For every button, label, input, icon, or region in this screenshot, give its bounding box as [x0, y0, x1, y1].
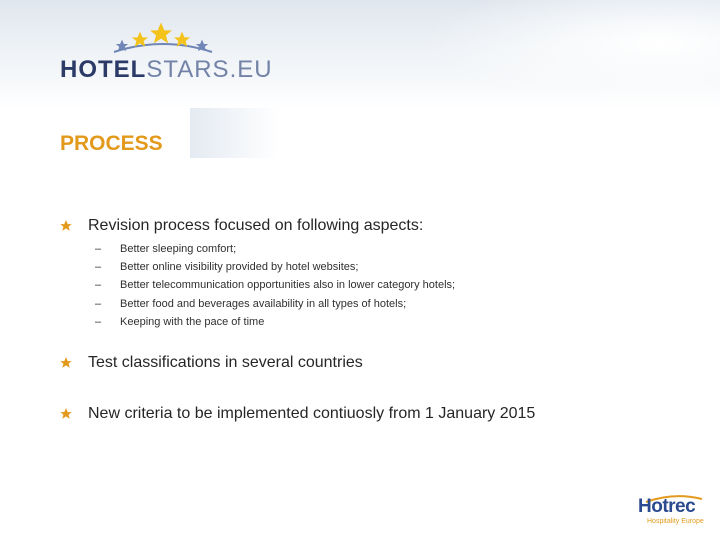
star-bullet-icon	[60, 408, 72, 420]
sub-list	[95, 240, 455, 331]
bullet-item	[60, 217, 423, 235]
bullet-text: Revision process focused on following aspects:	[88, 217, 424, 234]
star-bullet-icon	[60, 220, 72, 232]
sub-item-text: Better sleeping comfort;	[120, 243, 237, 256]
hotrec-tagline: Hospitality Europe	[647, 518, 704, 525]
title-decoration	[190, 108, 280, 158]
dash-marker: –	[95, 315, 102, 328]
list-item	[95, 313, 455, 331]
sub-item-text: Better online visibility provided by hotel websites;	[120, 261, 359, 274]
sub-item-text: Better food and beverages availability in all types of hotels;	[120, 297, 407, 310]
list-item	[95, 240, 455, 258]
logo-brand-suffix: STARS.EU	[146, 56, 273, 83]
dash-marker: –	[95, 279, 102, 292]
bullet-text: New criteria to be implemented contiuosly from 1 January 2015	[88, 405, 536, 422]
bullet-text: Test classifications in several countries	[88, 354, 363, 371]
logo-brand-main: HOTEL	[60, 56, 147, 83]
dash-marker: –	[95, 297, 102, 310]
list-item	[95, 276, 455, 294]
header-glow	[420, 0, 720, 108]
page-title: PROCESS	[60, 132, 163, 155]
hotrec-word: Hotrec	[638, 496, 696, 517]
sub-item-text: Better telecommunication opportunities also in lower category hotels;	[120, 279, 456, 292]
hotrec-logo	[638, 494, 710, 530]
list-item	[95, 295, 455, 313]
dash-marker: –	[95, 243, 102, 256]
bullet-item	[60, 405, 535, 423]
hotelstars-logo	[60, 56, 273, 84]
star-bullet-icon	[60, 357, 72, 369]
sub-item-text: Keeping with the pace of time	[120, 315, 265, 328]
five-stars-logo-icon	[108, 22, 218, 56]
list-item	[95, 258, 455, 276]
bullet-item	[60, 354, 363, 372]
dash-marker: –	[95, 261, 102, 274]
